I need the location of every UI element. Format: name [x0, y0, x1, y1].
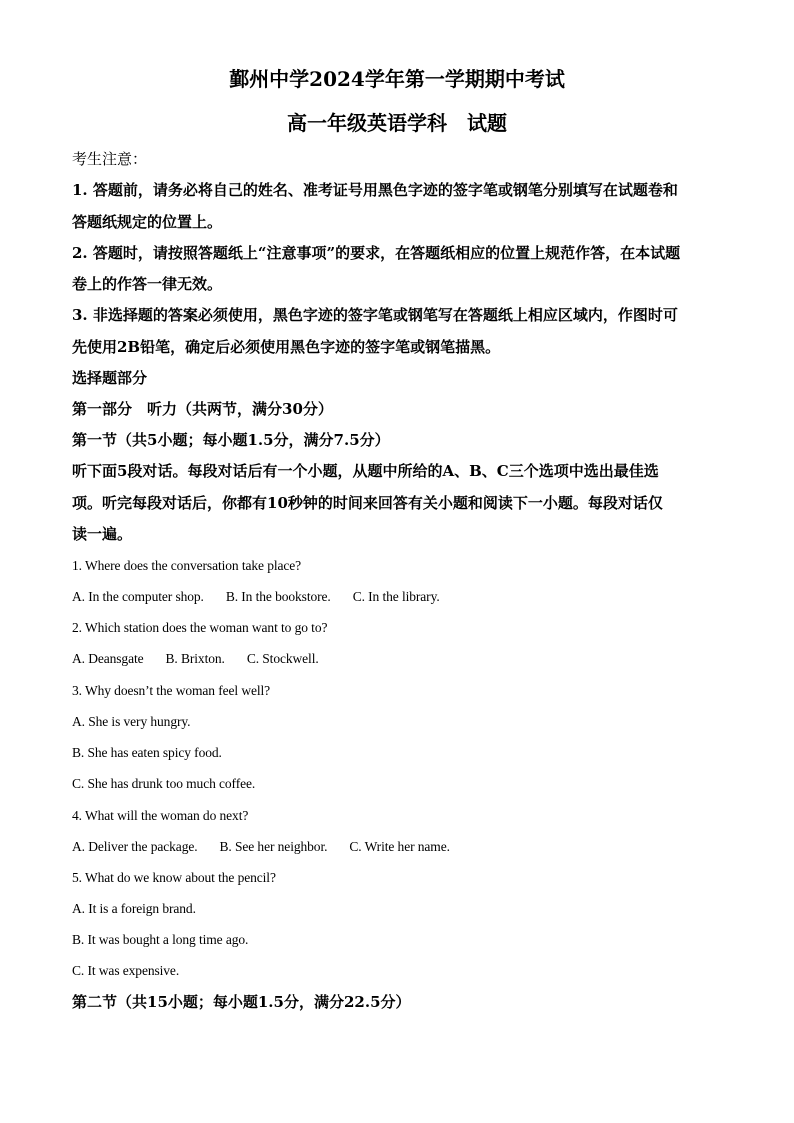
question-2-stem: 2. Which station does the woman want to go to? [72, 620, 328, 635]
question-3-option-b: B. She has eaten spicy food. [72, 745, 222, 760]
question-4-option-a: A. Deliver the package. [72, 839, 198, 854]
question-2-option-c: C. Stockwell. [246, 651, 319, 666]
section1-heading: 第一节（共5小题；每小题1.5分，满分7.5分） [72, 431, 390, 449]
part1-heading: 第一部分 听力（共两节，满分30分） [72, 400, 333, 418]
instructions-line-3: 读一遍。 [72, 525, 133, 543]
question-3-option-c: C. She has drunk too much coffee. [72, 776, 256, 791]
notice-item-2-line-1: 2. 答题时，请按照答题纸上“注意事项”的要求，在答题纸相应的位置上规范作答，在本试题 [72, 244, 681, 262]
question-2-option-b: B. Brixton. [165, 651, 225, 666]
notice-heading: 考生注意： [72, 150, 148, 168]
question-4-option-b: B. See her neighbor. [219, 839, 328, 854]
choice-part-heading: 选择题部分 [72, 369, 148, 387]
question-5-option-c: C. It was expensive. [72, 963, 180, 978]
question-4-option-c: C. Write her name. [349, 839, 450, 854]
question-1-stem: 1. Where does the conversation take place? [72, 558, 302, 573]
exam-subtitle: 高一年级英语学科 试题 [287, 111, 507, 135]
question-1-option-c: C. In the library. [352, 589, 440, 604]
question-2-option-a: A. Deansgate [72, 651, 144, 666]
question-5-option-a: A. It is a foreign brand. [72, 901, 196, 916]
question-1-options [72, 587, 440, 607]
notice-item-1-line-1: 1. 答题前，请务必将自己的姓名、准考证号用黑色字迹的签字笔或钢笔分别填写在试题卷和 [72, 181, 678, 199]
exam-title: 鄞州中学2024学年第一学期期中考试 [229, 67, 565, 91]
question-1-option-a: A. In the computer shop. [72, 589, 204, 604]
notice-item-2-line-2: 卷上的作答一律无效。 [72, 275, 223, 293]
notice-item-3-line-1: 3. 非选择题的答案必须使用，黑色字迹的签字笔或钢笔写在答题纸上相应区域内，作图时可 [72, 306, 678, 324]
instructions-line-1: 听下面5段对话。每段对话后有一个小题，从题中所给的A、B、C三个选项中选出最佳选 [72, 462, 659, 480]
question-3-stem: 3. Why doesn’t the woman feel well? [72, 683, 271, 698]
question-5-stem: 5. What do we know about the pencil? [72, 870, 276, 885]
notice-item-3-line-2: 先使用2B铅笔，确定后必须使用黑色字迹的签字笔或钢笔描黑。 [72, 338, 501, 356]
question-5-option-b: B. It was bought a long time ago. [72, 932, 249, 947]
question-1-option-b: B. In the bookstore. [225, 589, 331, 604]
question-2-options [72, 649, 319, 669]
question-3-option-a: A. She is very hungry. [72, 714, 191, 729]
question-4-options [72, 837, 450, 857]
notice-item-1-line-2: 答题纸规定的位置上。 [72, 213, 223, 231]
section2-heading: 第二节（共15小题；每小题1.5分，满分22.5分） [72, 993, 411, 1011]
instructions-line-2: 项。听完每段对话后，你都有10秒钟的时间来回答有关小题和阅读下一小题。每段对话仅 [72, 494, 663, 512]
question-4-stem: 4. What will the woman do next? [72, 808, 249, 823]
